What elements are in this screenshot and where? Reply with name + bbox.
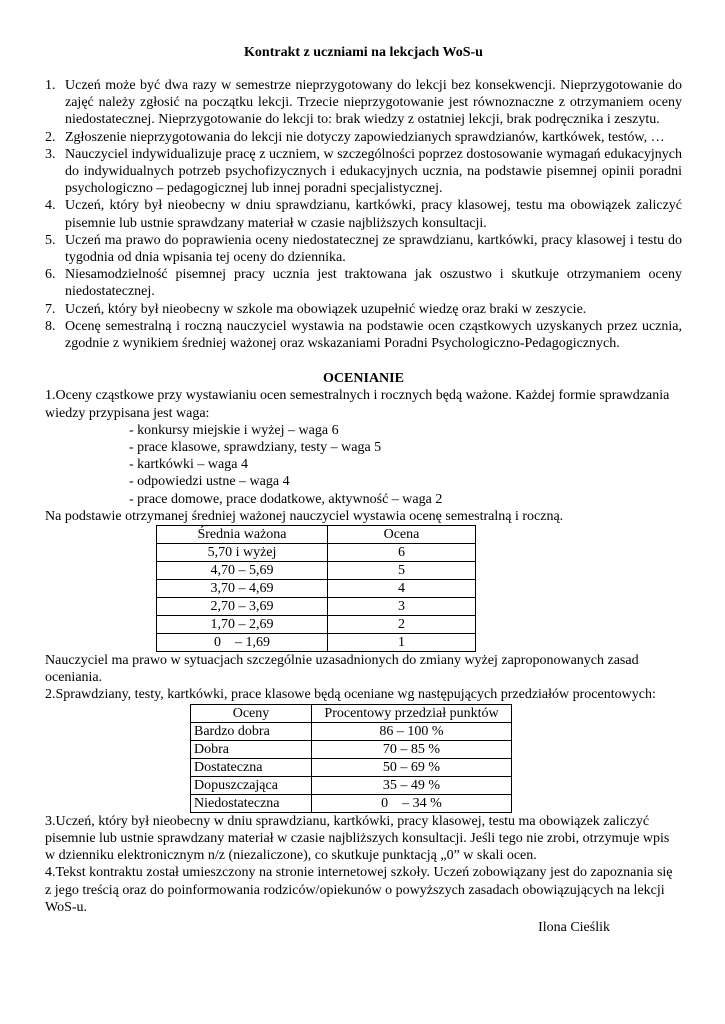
table-row (157, 562, 476, 580)
rule-number: 5. (45, 232, 56, 248)
table-header-cell: Ocena (328, 526, 476, 544)
weight-item: - odpowiedzi ustne – waga 4 (129, 474, 290, 490)
rule-number: 4. (45, 198, 56, 214)
table-cell: 50 – 69 % (312, 758, 512, 776)
point-3: 3.Uczeń, który był nieobecny w dniu sprawdzianu, kartkówki, pracy klasowej, testu ma obowiązek zaliczyć pisemnie lub ustnie sprawdzany materiał w czasie najbliższych konsultacji. Jeśli tego nie zrobi, otrzymuje wpis w dzienniku elektronicznym n/z (niezaliczone), co skutkuje punktacją „0” w skali ocen. (45, 813, 670, 864)
table-row (191, 776, 512, 794)
rule-number: 2. (45, 129, 56, 145)
table-cell: 0 – 34 % (312, 794, 512, 812)
rule-number: 8. (45, 318, 56, 334)
table-cell: Dostateczna (191, 758, 312, 776)
table-cell: 1,70 – 2,69 (157, 616, 328, 634)
rule-text: Uczeń, który był nieobecny w szkole ma obowiązek uzupełnić wiedzę oraz braki w zeszycie. (65, 301, 587, 317)
weight-item: - prace klasowe, sprawdziany, testy – waga 5 (129, 440, 382, 456)
rules-list (45, 77, 682, 352)
table-cell: 70 – 85 % (312, 740, 512, 758)
tests-intro: 2.Sprawdziany, testy, kartkówki, prace klasowe będą oceniane wg następujących przedziałów procentowych: (45, 687, 656, 703)
rule-text: Nauczyciel indywidualizuje pracę z uczniem, w szczególności poprzez dostosowanie wymagań edukacyjnych do indywidualnych potrzeb psychofizycznych i edukacyjnych ucznia, na podstawie pisemnej opinii poradni psychologiczno – pedagogicznej lub innej poradni specjalistycznej. (65, 146, 682, 197)
rule-item (45, 266, 682, 300)
table-cell: 5 (328, 562, 476, 580)
percent-thresholds-table (190, 704, 512, 813)
table-cell: Bardzo dobra (191, 722, 312, 740)
table-row (191, 740, 512, 758)
rule-text: Ocenę semestralną i roczną nauczyciel wystawia na podstawie ocen cząstkowych uzyskanych przez ucznia, zgodnie z wynikiem średniej ważonej oraz wskazaniami Poradni Psychologiczno-Pedagogicznych. (65, 318, 682, 352)
rule-item (45, 77, 682, 129)
table-header-cell: Procentowy przedział punktów (312, 704, 512, 722)
rule-number: 7. (45, 301, 56, 317)
table-cell: 3 (328, 598, 476, 616)
document-title: Kontrakt z uczniami na lekcjach WoS-u (244, 45, 483, 60)
rule-number: 3. (45, 146, 56, 162)
weighted-average-table (156, 525, 476, 652)
table-cell: Dobra (191, 740, 312, 758)
table-row (191, 794, 512, 812)
rule-text: Zgłoszenie nieprzygotowania do lekcji nie dotyczy zapowiedzianych sprawdzianów, kartkówek, testów, … (65, 129, 665, 145)
weight-item: - kartkówki – waga 4 (129, 457, 248, 473)
rule-item (45, 318, 682, 352)
table-cell: Niedostateczna (191, 794, 312, 812)
rule-item (45, 146, 682, 198)
table-header-row (191, 704, 512, 722)
rule-number: 1. (45, 78, 56, 93)
table-cell: 2,70 – 3,69 (157, 598, 328, 616)
table-cell: 6 (328, 544, 476, 562)
point-4: 4.Tekst kontraktu został umieszczony na stronie internetowej szkoły. Uczeń zobowiązany jest do zapoznania się z jego treścią oraz do poinformowania rodziców/opiekunów o powyższych zasadach obowiązujących na lekcji WoS-u. (45, 865, 673, 915)
table-cell: 0 – 1,69 (157, 634, 328, 652)
table-cell: 5,70 i wyżej (157, 544, 328, 562)
table-cell: 2 (328, 616, 476, 634)
rule-text: Uczeń może być dwa razy w semestrze nieprzygotowany do lekcji bez konsekwencji. Nieprzygotowanie do zajęć należy zgłosić na początku lekcji. Trzecie nieprzygotowanie jest równoznaczne z otrzymaniem oceny niedostatecznej. Nieprzygotowanie do lekcji to: brak wiedzy z ostatniej lekcji, brak podręcznika i zeszytu. (65, 78, 682, 128)
rule-text: Uczeń, który był nieobecny w dniu sprawdzianu, kartkówki, pracy klasowej, testu ma obowiązek zaliczyć pisemnie lub ustnie sprawdzany materiał w czasie najbliższych konsultacji. (65, 198, 682, 231)
rule-item (45, 301, 682, 318)
table-cell: Dopuszczająca (191, 776, 312, 794)
document-page (45, 44, 682, 936)
rule-item (45, 232, 682, 266)
signature: Ilona Cieślik (538, 919, 610, 935)
rule-item (45, 197, 682, 231)
table-cell: 3,70 – 4,69 (157, 580, 328, 598)
rule-text: Uczeń ma prawo do poprawienia oceny niedostatecznej ze sprawdzianu, kartkówki, pracy klasowej i testu do tygodnia od dnia wpisania tej oceny do dziennika. (65, 232, 682, 266)
rule-item (45, 129, 682, 146)
weight-item: - prace domowe, prace dodatkowe, aktywność – waga 2 (129, 491, 443, 507)
table-cell: 4,70 – 5,69 (157, 562, 328, 580)
rule-text: Niesamodzielność pisemnej pracy ucznia jest traktowana jak oszustwo i skutkuje otrzymaniem oceny niedostatecznej. (65, 267, 682, 300)
grading-section-title: OCENIANIE (323, 371, 404, 387)
table-cell: 35 – 49 % (312, 776, 512, 794)
table-header-cell: Średnia ważona (157, 526, 328, 544)
table-row (191, 758, 512, 776)
rule-number: 6. (45, 267, 56, 283)
grading-intro: 1.Oceny cząstkowe przy wystawianiu ocen semestralnych i rocznych będą ważone. Każdej formie sprawdzania wiedzy przypisana jest waga: (45, 388, 670, 421)
table-header-row (157, 526, 476, 544)
table-header-cell: Oceny (191, 704, 312, 722)
table-row (157, 634, 476, 652)
weights-list (45, 422, 682, 508)
table-cell: 1 (328, 634, 476, 652)
average-note: Na podstawie otrzymanej średniej ważonej nauczyciel wystawia ocenę semestralną i roczną. (45, 508, 564, 524)
table-cell: 86 – 100 % (312, 722, 512, 740)
table-row (157, 580, 476, 598)
change-note: Nauczyciel ma prawo w sytuacjach szczególnie uzasadnionych do zmiany wyżej zaproponowanych zasad oceniania. (45, 653, 639, 686)
weight-item: - konkursy miejskie i wyżej – waga 6 (129, 422, 339, 438)
table-row (157, 598, 476, 616)
table-row (157, 616, 476, 634)
table-cell: 4 (328, 580, 476, 598)
table-row (157, 544, 476, 562)
table-row (191, 722, 512, 740)
